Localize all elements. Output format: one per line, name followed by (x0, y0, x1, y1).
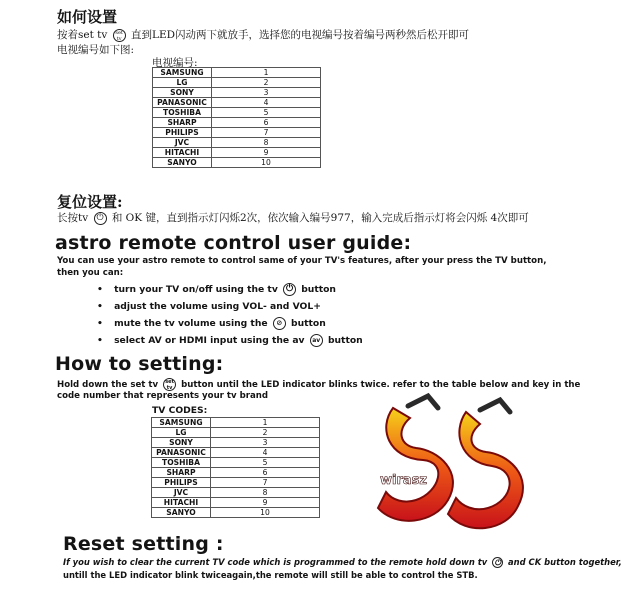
feature-mute-text: mute the tv volume using the (114, 318, 268, 329)
zh-reset-line (57, 210, 529, 225)
tv-brand-cell: SHARP (152, 468, 211, 478)
watermark-text: wirasz (380, 473, 427, 488)
tv-code-cell: 4 (211, 448, 320, 458)
set-tv-button-icon: set tv (163, 378, 176, 391)
tv-code-cell: 7 (212, 128, 321, 138)
feature-mute (97, 315, 363, 332)
table-row (153, 78, 321, 88)
reset-line1-end: and CK button together, (508, 557, 622, 567)
table-row (152, 458, 320, 468)
table-row (152, 508, 320, 518)
tv-code-cell: 8 (212, 138, 321, 148)
mute-icon: ⊘ (273, 317, 286, 330)
table-row (152, 418, 320, 428)
tv-brand-cell: TOSHIBA (153, 108, 212, 118)
feature-power-suffix: button (301, 284, 336, 295)
feature-mute-suffix: button (291, 318, 326, 329)
tv-brand-cell: JVC (153, 138, 212, 148)
tv-code-cell: 7 (211, 478, 320, 488)
tv-code-cell: 1 (211, 418, 320, 428)
tv-brand-cell: SANYO (153, 158, 212, 168)
table-row (152, 498, 320, 508)
table-row (153, 128, 321, 138)
tv-code-cell: 9 (212, 148, 321, 158)
power-icon: ⏻ (492, 557, 503, 568)
tv-brand-cell: SONY (153, 88, 212, 98)
en-tv-code-table (151, 417, 320, 518)
tv-brand-cell: PANASONIC (153, 98, 212, 108)
power-icon: ⏻ (283, 283, 296, 296)
tv-code-cell: 9 (211, 498, 320, 508)
table-row (153, 118, 321, 128)
how-to-line1-end: button until the LED indicator blinks twice. refer to the table below and key in the (181, 380, 581, 390)
tv-brand-cell: PHILIPS (152, 478, 211, 488)
guide-title: astro remote control user guide: (55, 232, 412, 254)
tv-code-cell: 10 (211, 508, 320, 518)
how-to-line1-start: Hold down the set tv (57, 380, 159, 390)
tv-code-cell: 6 (212, 118, 321, 128)
tv-brand-cell: SONY (152, 438, 211, 448)
tv-code-cell: 8 (211, 488, 320, 498)
table-row (153, 108, 321, 118)
tv-code-cell: 5 (211, 458, 320, 468)
table-row (152, 478, 320, 488)
feature-power-text: turn your TV on/off using the tv (114, 284, 278, 295)
zh-setup-line1 (57, 27, 469, 42)
zh-reset-title: 复位设置: (57, 193, 123, 211)
set-tv-button-icon: set tv (113, 29, 126, 42)
tv-brand-cell: LG (153, 78, 212, 88)
feature-av (97, 332, 363, 349)
watermark-logo (368, 388, 538, 548)
tv-brand-cell: TOSHIBA (152, 458, 211, 468)
tv-code-cell: 6 (211, 468, 320, 478)
av-button-icon: av (310, 334, 323, 347)
tv-code-cell: 3 (211, 438, 320, 448)
table-row (153, 148, 321, 158)
table-row (153, 88, 321, 98)
tv-brand-cell: SHARP (153, 118, 212, 128)
zh-reset-line-end: 和 OK 键，直到指示灯闪烁2次，依次输入编号977，输入完成后指示灯将会闪烁 4次即可 (111, 212, 529, 224)
table-row (152, 428, 320, 438)
table-row (153, 98, 321, 108)
zh-reset-line-start: 长按tv (57, 212, 89, 224)
feature-av-suffix: button (327, 335, 363, 346)
tv-code-cell: 10 (212, 158, 321, 168)
tv-code-cell: 1 (212, 68, 321, 78)
reset-line2: untill the LED indicator blink twiceagain,the remote will still be able to control the STB. (63, 570, 478, 580)
how-to-title: How to setting: (55, 353, 224, 375)
table-row (153, 158, 321, 168)
tv-brand-cell: SAMSUNG (152, 418, 211, 428)
zh-setup-line1-end: 直到LED闪动两下就放手，选择您的电视编号按着编号两秒然后松开即可 (131, 29, 470, 41)
zh-setup-title: 如何设置 (57, 8, 118, 26)
tv-brand-cell: PANASONIC (152, 448, 211, 458)
tv-code-cell: 5 (212, 108, 321, 118)
tv-brand-cell: JVC (152, 488, 211, 498)
feature-volume (97, 298, 363, 315)
table-row (152, 488, 320, 498)
tv-brand-cell: LG (152, 428, 211, 438)
feature-volume-text: adjust the volume using VOL- and VOL+ (114, 301, 321, 312)
zh-setup-line2: 电视编号如下图: (57, 44, 135, 56)
tv-code-cell: 4 (212, 98, 321, 108)
tv-brand-cell: PHILIPS (153, 128, 212, 138)
reset-line1 (63, 557, 622, 568)
power-icon: ⏻ (94, 212, 107, 225)
tv-code-cell: 2 (212, 78, 321, 88)
tv-codes-label: TV CODES: (152, 405, 208, 416)
zh-table-label: 电视编号: (152, 57, 198, 69)
feature-av-text: select AV or HDMI input using the av (114, 335, 305, 346)
how-to-line2: code number that represents your tv brand (57, 391, 269, 401)
tv-code-cell: 2 (211, 428, 320, 438)
reset-line1-start: If you wish to clear the current TV code which is programmed to the remote hold down tv (63, 557, 488, 567)
guide-intro-line2: then you can: (57, 268, 124, 278)
reset-title: Reset setting : (63, 533, 224, 555)
table-row (152, 448, 320, 458)
tv-code-cell: 3 (212, 88, 321, 98)
guide-intro-line1: You can use your astro remote to control same of your TV's features, after your press the TV button, (57, 256, 547, 266)
table-row (152, 438, 320, 448)
tv-brand-cell: HITACHI (152, 498, 211, 508)
tv-brand-cell: SAMSUNG (153, 68, 212, 78)
zh-setup-line1-start: 按着set tv (57, 29, 108, 41)
feature-power (97, 281, 363, 298)
table-row (153, 138, 321, 148)
table-row (152, 468, 320, 478)
guide-feature-list (97, 281, 363, 349)
tv-brand-cell: SANYO (152, 508, 211, 518)
zh-tv-code-table (152, 67, 321, 168)
table-row (153, 68, 321, 78)
tv-brand-cell: HITACHI (153, 148, 212, 158)
